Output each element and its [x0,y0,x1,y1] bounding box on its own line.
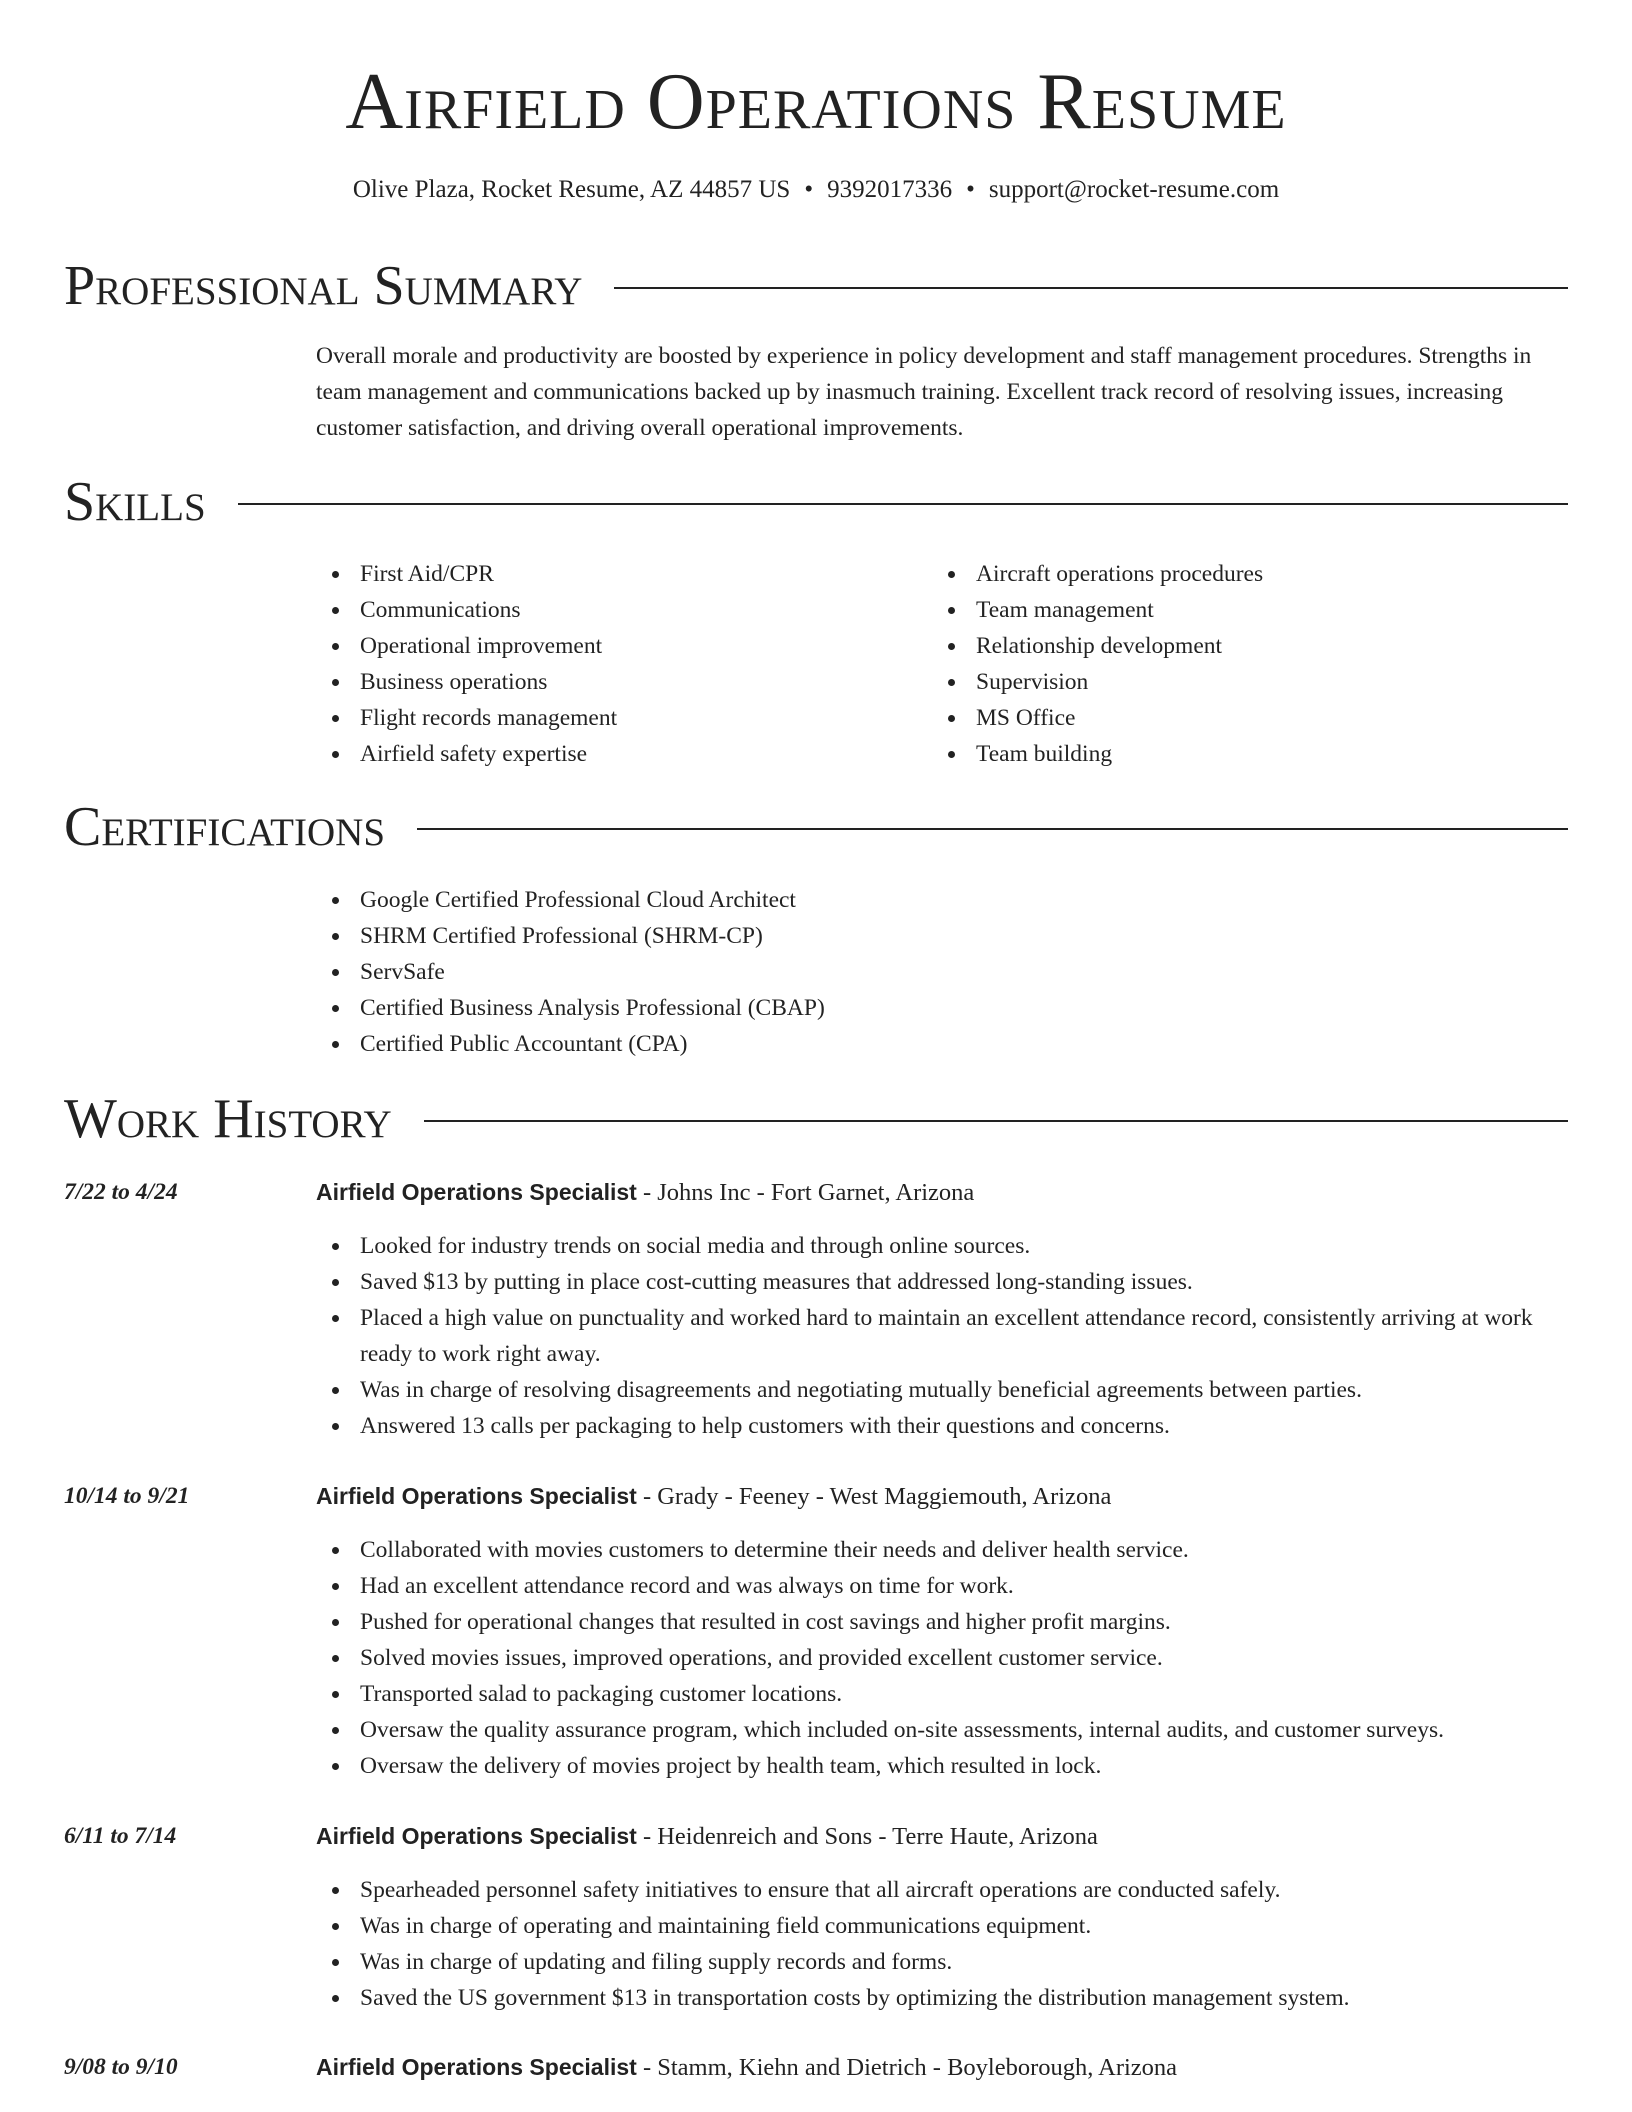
list-item: Oversaw the quality assurance program, which included on-site assessments, internal audits, and customer surveys. [316,1712,1568,1748]
list-item: Communications [316,592,876,628]
list-item: Pushed for operational changes that resulted in cost savings and higher profit margins. [316,1604,1568,1640]
job-heading [316,1818,1098,1855]
list-item: MS Office [932,700,1492,736]
job-company: - Johns Inc - Fort Garnet, Arizona [636,1179,975,1206]
list-item: Solved movies issues, improved operations, and provided excellent customer service. [316,1640,1568,1676]
job-company: - Stamm, Kiehn and Dietrich - Boyleborough, Arizona [636,2054,1178,2081]
section-title: Certifications [64,796,386,858]
section-divider [417,828,1568,830]
job-heading [316,2049,1177,2086]
job-dates: 9/08 to 9/10 [64,2054,178,2080]
list-item: Oversaw the delivery of movies project by health team, which resulted in lock. [316,1748,1568,1784]
job-heading [316,1478,1111,1515]
list-item: Certified Business Analysis Professional (CBAP) [316,990,1516,1026]
job-dates: 6/11 to 7/14 [64,1823,177,1849]
contact-phone: 9392017336 [827,176,953,203]
job-company: - Grady - Feeney - West Maggiemouth, Arizona [636,1483,1112,1510]
list-item: Transported salad to packaging customer locations. [316,1676,1568,1712]
section-title: Skills [64,471,206,533]
list-item: Was in charge of updating and filing supply records and forms. [316,1944,1568,1980]
list-item: Was in charge of operating and maintaining field communications equipment. [316,1908,1568,1944]
contact-address: Olive Plaza, Rocket Resume, AZ 44857 US [352,176,791,203]
section-header-work-history [64,1089,1568,1149]
list-item: Saved $13 by putting in place cost-cutting measures that addressed long-standing issues. [316,1264,1568,1300]
summary-text: Overall morale and productivity are boosted by experience in policy development and staff management procedures. Strengths in team management and communications backed up by inasmuch training. Excellent track record of resolving issues, increasing customer satisfaction, and driving overall operational improvements. [316,343,1532,441]
list-item: Aircraft operations procedures [932,556,1492,592]
job-role: Airfield Operations Specialist [316,2054,637,2080]
list-item: First Aid/CPR [316,556,876,592]
section-header-skills [64,472,1568,532]
list-item: Flight records management [316,700,876,736]
list-item: Google Certified Professional Cloud Architect [316,882,1516,918]
job-heading [316,1174,974,1211]
list-item: Looked for industry trends on social media and through online sources. [316,1228,1568,1264]
list-item: Spearheaded personnel safety initiatives to ensure that all aircraft operations are conducted safely. [316,1872,1568,1908]
list-item: Relationship development [932,628,1492,664]
skills-list-left [316,556,876,772]
job-company: - Heidenreich and Sons - Terre Haute, Arizona [636,1823,1098,1850]
job-role: Airfield Operations Specialist [316,1483,637,1509]
list-item: Airfield safety expertise [316,736,876,772]
contact-separator: • [804,176,814,203]
list-item: Team building [932,736,1492,772]
job-role: Airfield Operations Specialist [316,1179,637,1205]
job-role: Airfield Operations Specialist [316,1823,637,1849]
section-title: Professional Summary [64,255,583,317]
list-item: Team management [932,592,1492,628]
job-bullets [316,1872,1568,2016]
skills-list-right [932,556,1492,772]
section-header-certifications [64,797,1568,857]
list-item: Was in charge of resolving disagreements and negotiating mutually beneficial agreements between parties. [316,1372,1568,1408]
list-item: Saved the US government $13 in transportation costs by optimizing the distribution management system. [316,1980,1568,2016]
section-header-summary [64,256,1568,316]
list-item: SHRM Certified Professional (SHRM-CP) [316,918,1516,954]
section-divider [238,503,1568,505]
job-bullets [316,1228,1568,1444]
contact-separator: • [966,176,975,203]
list-item: Had an excellent attendance record and was always on time for work. [316,1568,1568,1604]
list-item: ServSafe [316,954,1516,990]
section-title: Work History [64,1088,392,1150]
list-item: Operational improvement [316,628,876,664]
contact-email: support@rocket-resume.com [988,176,1280,203]
list-item: Certified Public Accountant (CPA) [316,1026,1516,1062]
contact-line [0,174,1632,206]
job-bullets [316,1532,1568,1784]
job-dates: 7/22 to 4/24 [64,1179,178,1205]
job-dates: 10/14 to 9/21 [64,1483,190,1509]
section-divider [424,1120,1568,1122]
section-divider [614,287,1568,289]
list-item: Business operations [316,664,876,700]
certifications-list [316,882,1516,1062]
list-item: Supervision [932,664,1492,700]
list-item: Collaborated with movies customers to determine their needs and deliver health service. [316,1532,1568,1568]
resume-title: Airfield Operations Resume [345,58,1287,146]
list-item: Answered 13 calls per packaging to help customers with their questions and concerns. [316,1408,1568,1444]
list-item: Placed a high value on punctuality and worked hard to maintain an excellent attendance record, consistently arriving at work ready to work right away. [316,1300,1568,1372]
